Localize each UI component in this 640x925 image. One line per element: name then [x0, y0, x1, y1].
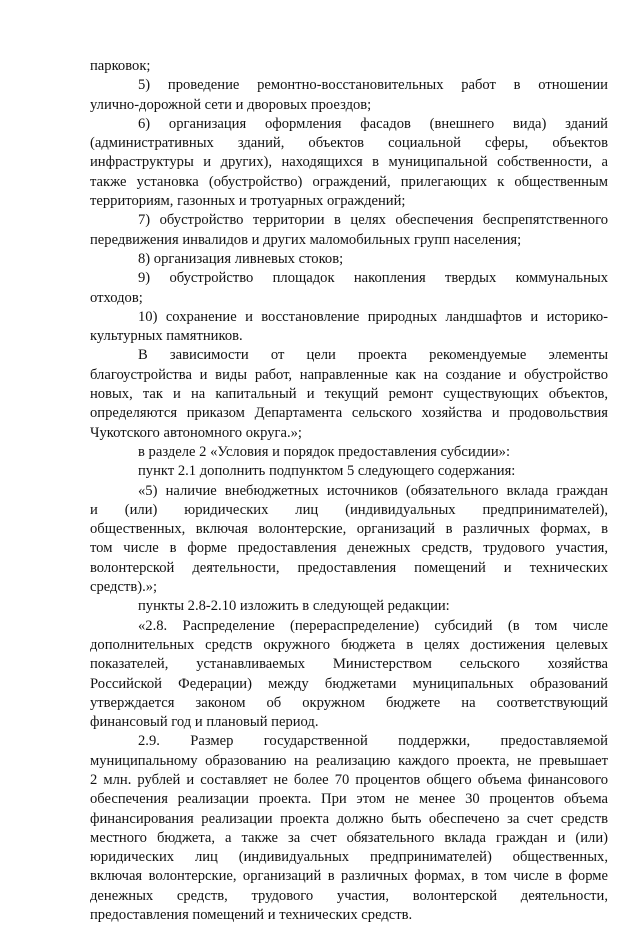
- text-line: пункты 2.8-2.10 изложить в следующей редакции:: [138, 598, 450, 615]
- text-line: волонтерской деятельности, предоставления помещений и технических: [90, 559, 608, 576]
- text-line: пункт 2.1 дополнить подпунктом 5 следующего содержания:: [138, 463, 516, 480]
- text-line: 8) организация ливневых стоков;: [138, 250, 344, 267]
- text-line: В зависимости от цели проекта рекомендуемые элементы: [138, 347, 608, 364]
- text-line: том числе в форме предоставления денежных средств, трудового участия,: [90, 540, 608, 557]
- text-line: обеспечения реализации проекта. При этом не менее 30 процентов объема: [90, 791, 608, 808]
- text-line: финансовый год и плановый период.: [90, 714, 319, 731]
- text-line: финансирования реализации проекта должно быть обеспечено за счет средств: [90, 810, 608, 827]
- text-line: в разделе 2 «Условия и порядок предоставления субсидии»:: [138, 443, 511, 460]
- text-line: инфраструктуры и других), находящихся в муниципальной собственности, а: [90, 154, 608, 171]
- text-line: 9) обустройство площадок накопления твердых коммунальных: [138, 270, 608, 287]
- text-line: утверждается законом об окружном бюджете на соответствующий: [90, 694, 608, 711]
- text-line: включая волонтерские, организаций в различных формах, в том числе в форме: [90, 868, 608, 885]
- text-line: и (или) юридических лиц (индивидуальных предпринимателей),: [90, 501, 608, 518]
- text-line: культурных памятников.: [90, 328, 243, 345]
- text-line: муниципальному образованию на реализацию каждого проекта, не превышает: [90, 752, 608, 769]
- text-line: показателей, устанавливаемых Министерством сельского хозяйства: [90, 656, 608, 673]
- text-line: 2.9. Размер государственной поддержки, предоставляемой: [138, 733, 608, 750]
- text-line: 6) организация оформления фасадов (внешнего вида) зданий: [138, 115, 608, 132]
- text-line: юридических лиц (индивидуальных предпринимателей) общественных,: [90, 849, 608, 866]
- document-body: [90, 57, 608, 925]
- text-line: дополнительных средств окружного бюджета в целях достижения целевых: [90, 636, 608, 653]
- text-line: 7) обустройство территории в целях обеспечения беспрепятственного: [138, 212, 608, 229]
- text-line: улично-дорожной сети и дворовых проездов;: [90, 96, 372, 113]
- text-line: 2 млн. рублей и составляет не более 70 процентов общего объема финансового: [90, 771, 608, 788]
- text-line: передвижения инвалидов и других маломобильных групп населения;: [90, 231, 522, 248]
- text-line: предоставления помещений и технических средств.: [90, 907, 413, 924]
- text-line: 5) проведение ремонтно-восстановительных работ в отношении: [138, 77, 608, 94]
- text-line: благоустройства и виды работ, направленные как на создание и обустройство: [90, 366, 608, 383]
- text-line: местного бюджета, а также за счет обязательного вклада граждан и (или): [90, 829, 608, 846]
- text-line: также установка (обустройство) ограждений, прилегающих к общественным: [90, 173, 608, 190]
- text-line: «5) наличие внебюджетных источников (обязательного вклада граждан: [138, 482, 608, 499]
- text-line: территориям, газонных и тротуарных ограждений;: [90, 193, 406, 210]
- text-line: денежных средств, трудового участия, волонтерской деятельности,: [90, 887, 608, 904]
- text-line: парковок;: [90, 58, 151, 74]
- text-line: 10) сохранение и восстановление природных ландшафтов и историко-: [138, 308, 608, 325]
- text-line: Российской Федерации) между бюджетами муниципальных образований: [90, 675, 608, 692]
- text-line: (административных зданий, объектов социальной сферы, объектов: [90, 135, 608, 152]
- text-line: новых, так и на капитальный и текущий ремонт существующих объектов,: [90, 386, 608, 403]
- text-line: средств).»;: [90, 579, 158, 596]
- text-line: отходов;: [90, 289, 143, 306]
- text-line: общественных, включая волонтерские, организаций в различных формах, в: [90, 521, 608, 538]
- text-line: Чукотского автономного округа.»;: [90, 424, 302, 441]
- text-line: определяются приказом Департамента сельского хозяйства и продовольствия: [90, 405, 608, 422]
- text-line: «2.8. Распределение (перераспределение) субсидий (в том числе: [138, 617, 608, 634]
